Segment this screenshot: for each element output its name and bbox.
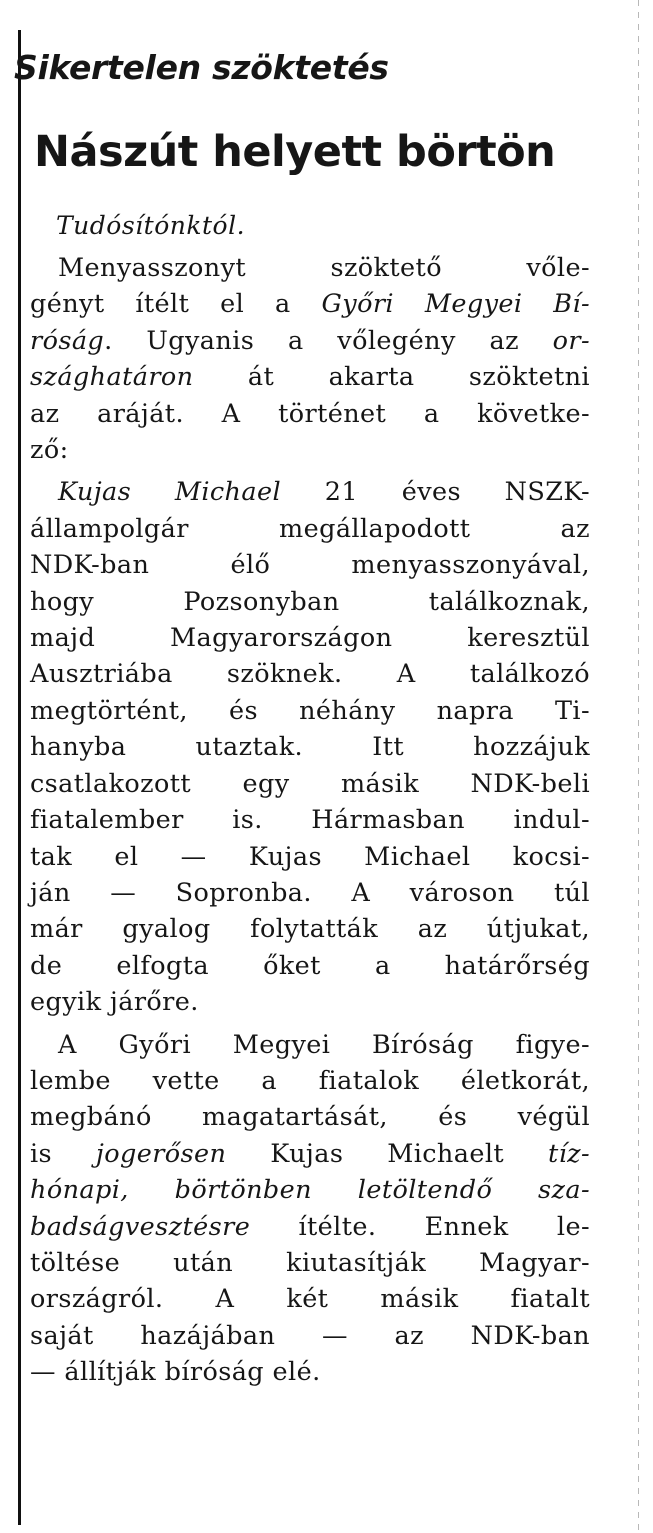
article-paragraph	[30, 250, 590, 468]
text-line	[30, 584, 590, 620]
text-line	[30, 948, 590, 984]
text-line	[30, 839, 590, 875]
text-run: de elfogta őket a határőrség	[30, 950, 590, 981]
italic-text: jogerősen	[95, 1138, 227, 1169]
text-run: Kujas Michaelt	[226, 1138, 548, 1169]
text-line	[30, 984, 590, 1020]
text-run: is	[30, 1138, 96, 1169]
text-run: át akarta szöktetni	[193, 362, 590, 393]
text-line	[30, 1099, 590, 1135]
italic-text: Kujas Michael	[58, 477, 282, 508]
text-line	[30, 656, 590, 692]
text-line	[30, 1172, 590, 1208]
text-line	[30, 875, 590, 911]
italic-text: szághatáron	[30, 362, 194, 393]
text-run: ző:	[30, 435, 69, 466]
article-body	[30, 250, 590, 1391]
text-run: majd Magyarországon keresztül	[30, 623, 590, 654]
text-run: megbánó magatartását, és végül	[30, 1102, 590, 1133]
italic-text: or-	[552, 325, 590, 356]
italic-text: Győri Megyei Bí-	[321, 289, 590, 320]
article-paragraph	[30, 474, 590, 1020]
text-line	[30, 911, 590, 947]
italic-text: tíz-	[547, 1138, 590, 1169]
text-run: lembe vette a fiatalok életkorát,	[30, 1065, 590, 1096]
text-run: fiatalember is. Hármasban indul-	[30, 805, 590, 836]
text-run: hogy Pozsonyban találkoznak,	[30, 586, 590, 617]
text-run: ítélte. Ennek le-	[250, 1211, 590, 1242]
text-run: . Ugyanis a vőlegény az	[104, 325, 553, 356]
text-line	[30, 1027, 590, 1063]
text-line	[30, 396, 590, 432]
italic-text: hónapi, börtönben letöltendő sza-	[30, 1175, 590, 1206]
text-run: Menyasszonyt szöktető vőle-	[58, 253, 590, 283]
text-run: az aráját. A történet a követke-	[30, 398, 590, 429]
text-run: — állítják bíróság elé.	[30, 1357, 321, 1388]
text-line	[30, 323, 590, 359]
text-line	[30, 511, 590, 547]
text-run: megtörtént, és néhány napra Ti-	[30, 695, 590, 726]
text-line	[30, 766, 590, 802]
text-run: tak el — Kujas Michael kocsi-	[30, 841, 590, 872]
text-line	[30, 359, 590, 395]
text-line	[30, 729, 590, 765]
text-line	[30, 432, 590, 468]
text-run: saját hazájában — az NDK-ban	[30, 1320, 590, 1351]
text-run: ján — Sopronba. A városon túl	[30, 877, 590, 908]
article-byline: Tudósítónktól.	[56, 211, 246, 240]
text-line	[30, 1209, 590, 1245]
text-run: A Győri Megyei Bíróság figye-	[58, 1029, 590, 1060]
text-line	[30, 286, 590, 322]
text-line	[30, 474, 590, 510]
text-line	[30, 1318, 590, 1354]
text-line	[30, 802, 590, 838]
text-line	[30, 250, 590, 286]
text-run: egyik járőre.	[30, 987, 199, 1018]
italic-text: badságvesztésre	[30, 1211, 251, 1242]
column-rule	[18, 30, 21, 1525]
text-run: országról. A két másik fiatalt	[30, 1284, 590, 1315]
article-kicker: Sikertelen szöktetés	[14, 48, 389, 87]
text-run: állampolgár megállapodott az	[30, 513, 590, 544]
text-line	[30, 693, 590, 729]
article-headline: Nászút helyett börtön	[34, 127, 556, 177]
text-line	[30, 1354, 590, 1390]
text-run: hanyba utaztak. Itt hozzájuk	[30, 732, 590, 763]
page-edge	[638, 0, 639, 1533]
text-line	[30, 547, 590, 583]
text-line	[30, 620, 590, 656]
text-line	[30, 1281, 590, 1317]
text-line	[30, 1136, 590, 1172]
text-run: már gyalog folytatták az útjukat,	[30, 914, 590, 945]
text-line	[30, 1245, 590, 1281]
text-line	[30, 1063, 590, 1099]
text-run: csatlakozott egy másik NDK-beli	[30, 768, 590, 799]
text-run: gényt ítélt el a	[30, 289, 322, 320]
text-run: töltése után kiutasítják Magyar-	[30, 1247, 590, 1278]
article-paragraph	[30, 1027, 590, 1391]
italic-text: róság	[30, 325, 105, 356]
text-run: 21 éves NSZK-	[281, 477, 590, 508]
text-run: NDK-ban élő menyasszonyával,	[30, 550, 590, 581]
text-run: Ausztriába szöknek. A találkozó	[30, 659, 590, 690]
